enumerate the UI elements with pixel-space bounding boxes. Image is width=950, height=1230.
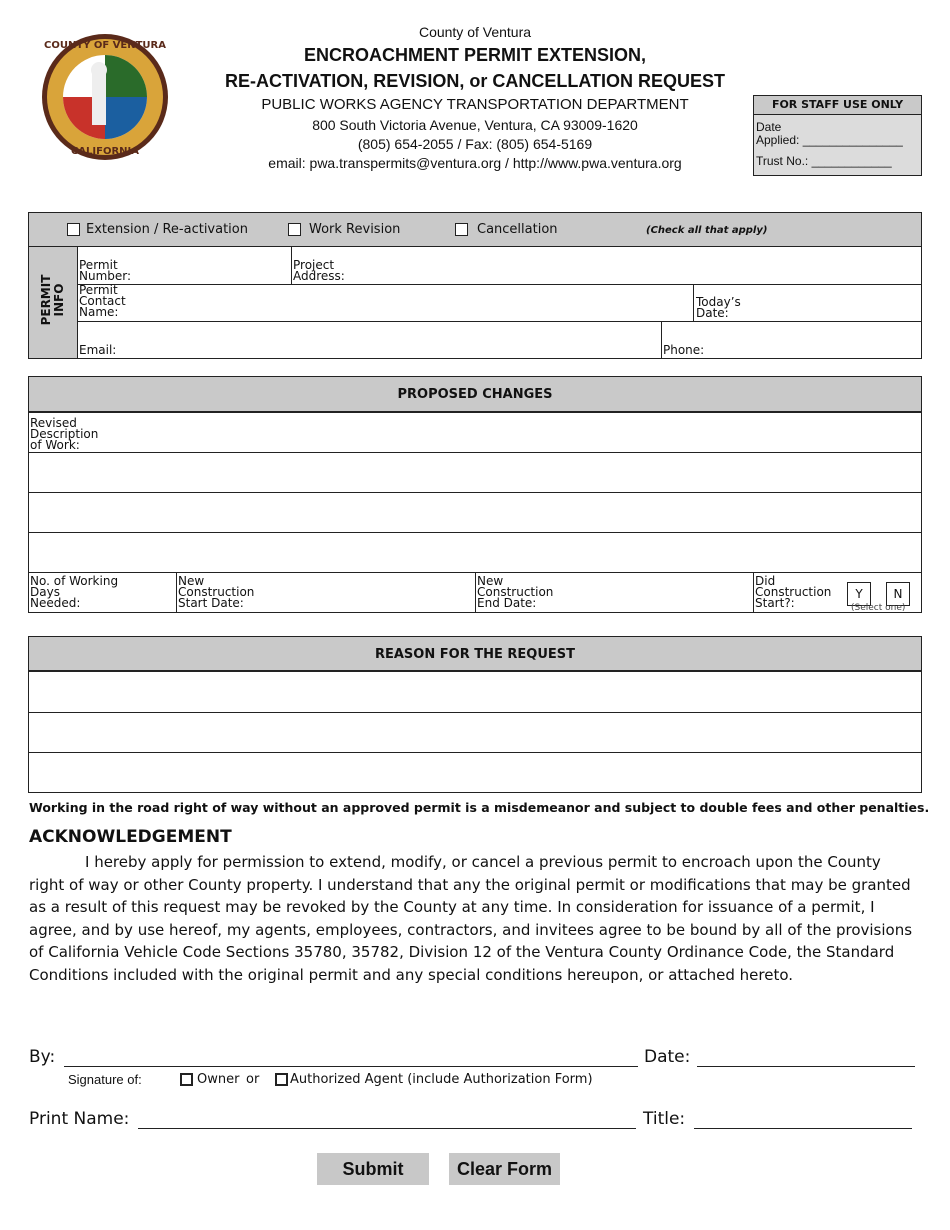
- staff-date-applied: Date Applied: _______________: [756, 120, 903, 147]
- signature-line[interactable]: [64, 1066, 638, 1067]
- label-date: Date:: [644, 1047, 691, 1067]
- county-seal: [40, 30, 170, 165]
- reason-header: [28, 636, 922, 671]
- department-address: 800 South Victoria Avenue, Ventura, CA 93009-1620: [312, 117, 638, 133]
- permit-info-side: [29, 247, 78, 358]
- label-signature-of: Signature of:: [68, 1072, 142, 1087]
- checkbox-authorized-agent[interactable]: [275, 1073, 288, 1086]
- label-todays-date: Today’s Date:: [696, 295, 741, 320]
- label-title: Title:: [643, 1109, 686, 1129]
- checkbox-extension[interactable]: [67, 223, 80, 236]
- label-permit-number: Permit Number:: [79, 258, 132, 283]
- label-working-days: No. of Working Days Needed:: [30, 574, 119, 610]
- project-address-input[interactable]: [354, 267, 918, 283]
- revised-description-input-2[interactable]: [34, 465, 913, 481]
- submit-button[interactable]: Submit: [317, 1153, 429, 1185]
- proposed-changes-body: [28, 411, 922, 613]
- reason-title: REASON FOR THE REQUEST: [374, 647, 575, 662]
- label-extension: Extension / Re-activation: [86, 222, 248, 237]
- request-type-bar: [28, 212, 922, 247]
- checkbox-cancellation[interactable]: [455, 223, 468, 236]
- label-contact-name: Permit Contact Name:: [79, 283, 126, 319]
- checkbox-owner[interactable]: [180, 1073, 193, 1086]
- revised-description-input-1[interactable]: [109, 431, 913, 447]
- label-end-date: New Construction End Date:: [477, 574, 554, 610]
- construction-started-yes[interactable]: Y: [847, 582, 871, 606]
- signature-date-line[interactable]: [697, 1066, 915, 1067]
- reason-input-1[interactable]: [34, 684, 913, 700]
- staff-trust-no: Trust No.: ____________: [756, 154, 892, 168]
- label-print-name: Print Name:: [29, 1109, 130, 1129]
- select-one-note: (Select one): [851, 603, 906, 613]
- form-title-line1: ENCROACHMENT PERMIT EXTENSION,: [303, 45, 647, 65]
- print-name-line[interactable]: [138, 1128, 636, 1129]
- warning-text: Working in the road right of way without an approved permit is a misdemeanor and subject to double fees and other penalties.: [29, 800, 930, 815]
- revised-description-input-4[interactable]: [34, 545, 913, 561]
- revised-description-input-3[interactable]: [34, 505, 913, 521]
- label-email: Email:: [79, 343, 117, 357]
- label-work-revision: Work Revision: [309, 222, 401, 237]
- todays-date-input[interactable]: [764, 304, 918, 320]
- staff-use-title: FOR STAFF USE ONLY: [754, 96, 921, 115]
- department-name: PUBLIC WORKS AGENCY TRANSPORTATION DEPARTMENT: [261, 96, 689, 113]
- check-all-note: (Check all that apply): [646, 225, 768, 236]
- label-cancellation: Cancellation: [477, 222, 558, 237]
- label-phone: Phone:: [663, 343, 705, 357]
- label-revised-description: Revised Description of Work:: [30, 416, 99, 452]
- department-phone: (805) 654-2055 / Fax: (805) 654-5169: [357, 136, 593, 152]
- label-or: or: [246, 1072, 260, 1087]
- reason-input-2[interactable]: [34, 724, 913, 740]
- permit-info-side-label: PERMIT INFO: [39, 274, 66, 326]
- staff-use-box: [753, 95, 922, 176]
- permit-number-input[interactable]: [139, 267, 288, 283]
- phone-input[interactable]: [714, 341, 918, 357]
- label-did-start: Did Construction Start?:: [755, 574, 832, 610]
- label-authorized-agent: Authorized Agent (include Authorization Form): [290, 1072, 593, 1087]
- ack-heading: ACKNOWLEDGEMENT: [29, 827, 232, 847]
- label-project-address: Project Address:: [293, 258, 345, 283]
- label-owner: Owner: [197, 1072, 240, 1087]
- email-input[interactable]: [124, 341, 658, 357]
- label-start-date: New Construction Start Date:: [178, 574, 255, 610]
- reason-body: [28, 670, 922, 793]
- reason-input-3[interactable]: [34, 764, 913, 780]
- label-by: By:: [29, 1047, 56, 1067]
- title-line[interactable]: [694, 1128, 912, 1129]
- department-email: email: pwa.transpermits@ventura.org / http://www.pwa.ventura.org: [268, 155, 682, 171]
- proposed-changes-title: PROPOSED CHANGES: [397, 387, 553, 402]
- checkbox-work-revision[interactable]: [288, 223, 301, 236]
- clear-form-button[interactable]: Clear Form: [449, 1153, 560, 1185]
- county-name: County of Ventura: [418, 24, 532, 40]
- proposed-changes-header: [28, 376, 922, 412]
- svg-text:COUNTY OF VENTURA: COUNTY OF VENTURA: [43, 40, 167, 51]
- ack-body: I hereby apply for permission to extend, modify, or cancel a previous permit to encroach upon the County right of way or other County property. I understand that any the original permit or modifications that may be granted as a result of this request may be revoked by the County at any time. In consideration for issuance of a permit, I agree, and by use hereof, my agents, employees, contractors, and invitees agree to be bound by all of the provisions of California Vehicle Code Sections 35780, 35782, Division 12 of the Ventura County Ordinance Code, the Standard Conditions included with the original permit and any special conditions hereupon, or attached hereto.: [29, 853, 913, 984]
- permit-info-section: [28, 246, 922, 359]
- form-title-line2: RE-ACTIVATION, REVISION, or CANCELLATION REQUEST: [224, 71, 725, 91]
- construction-started-no[interactable]: N: [886, 582, 910, 606]
- contact-name-input[interactable]: [129, 304, 688, 320]
- svg-text:CALIFORNIA: CALIFORNIA: [70, 146, 140, 157]
